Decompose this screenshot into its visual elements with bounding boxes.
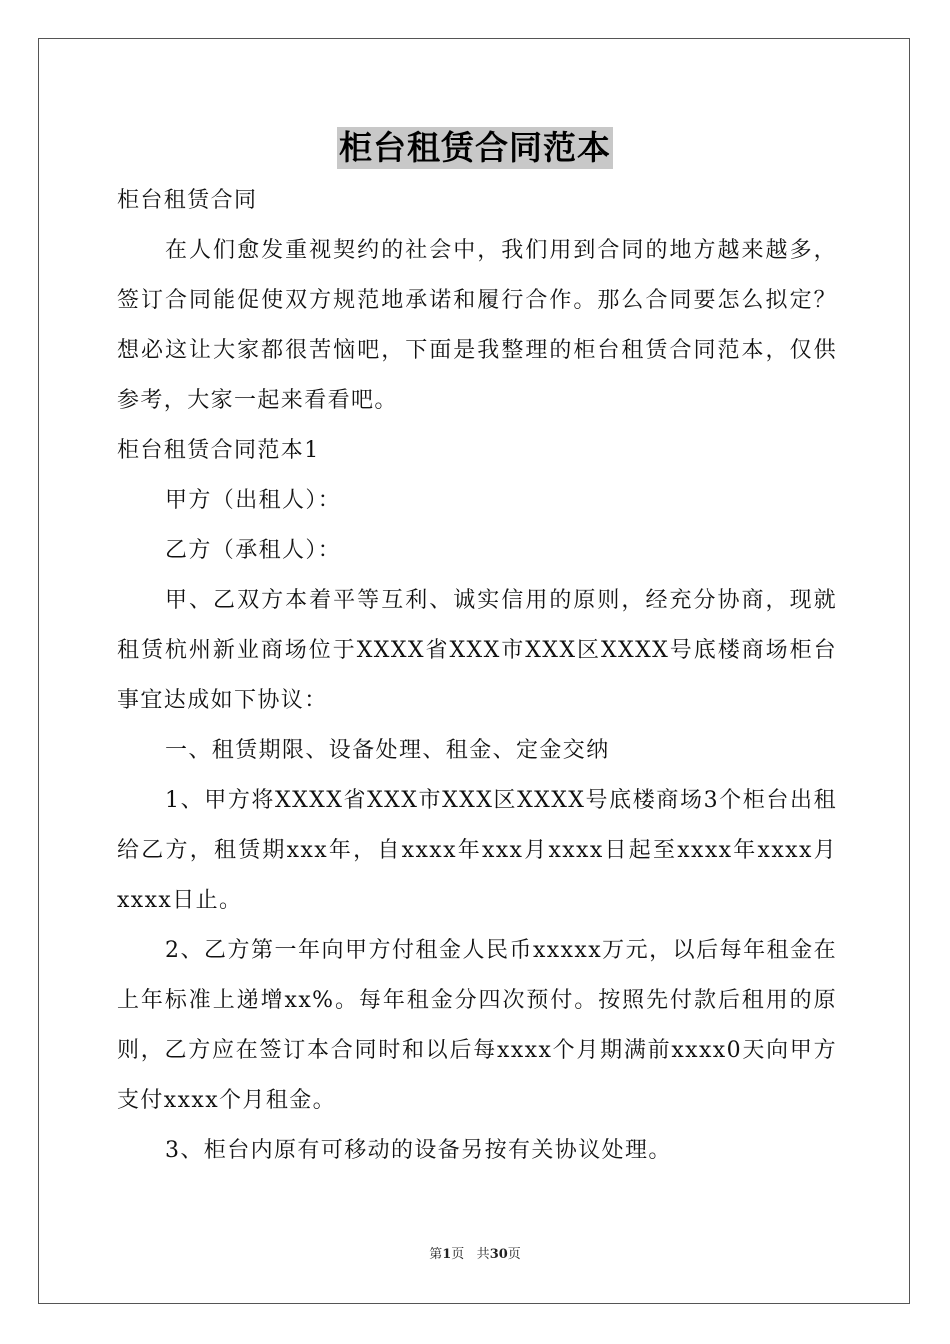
paragraph-section-title: 柜台租赁合同范本1: [117, 438, 320, 463]
paragraph-clause-3: 3、柜台内原有可移动的设备另按有关协议处理。: [165, 1138, 672, 1163]
total-suffix: 页: [507, 1247, 521, 1262]
page-prefix: 第: [429, 1247, 443, 1262]
title-wrapper: [0, 127, 950, 169]
page-footer: [0, 1245, 950, 1265]
document-title: 柜台租赁合同范本: [339, 128, 611, 167]
page-number: 1: [442, 1247, 452, 1262]
paragraph-heading: 柜台租赁合同: [117, 188, 258, 213]
paragraph-agreement: 甲、乙双方本着平等互利、诚实信用的原则，经充分协商，现就租赁杭州新业商场位于XXXX省XXX市XXX区XXXX号底楼商场柜台事宜达成如下协议：: [117, 588, 837, 713]
paragraph-clause-2: 2、乙方第一年向甲方付租金人民币xxxxx万元，以后每年租金在上年标准上递增xx%。每年租金分四次预付。按照先付款后租用的原则，乙方应在签订本合同时和以后每xxxx个月期满前xxxx0天向甲方支付xxxx个月租金。: [117, 938, 837, 1113]
paragraph-party-b: 乙方（承租人）：: [165, 538, 342, 563]
paragraph-intro: 在人们愈发重视契约的社会中，我们用到合同的地方越来越多，签订合同能促使双方规范地承诺和履行合作。那么合同要怎么拟定？想必这让大家都很苦恼吧，下面是我整理的柜台租赁合同范本，仅供参考，大家一起来看看吧。: [117, 238, 837, 413]
total-pages: 30: [489, 1247, 508, 1262]
document-body: [117, 176, 837, 1176]
paragraph-clause-heading: 一、租赁期限、设备处理、租金、定金交纳: [165, 738, 610, 763]
paragraph-party-a: 甲方（出租人）：: [165, 488, 342, 513]
paragraph-clause-1: 1、甲方将XXXX省XXX市XXX区XXXX号底楼商场3个柜台出租给乙方，租赁期xxx年，自xxxx年xxx月xxxx日起至xxxx年xxxx月xxxx日止。: [117, 788, 837, 913]
total-prefix: 共: [476, 1247, 490, 1262]
page-suffix: 页: [451, 1247, 465, 1262]
